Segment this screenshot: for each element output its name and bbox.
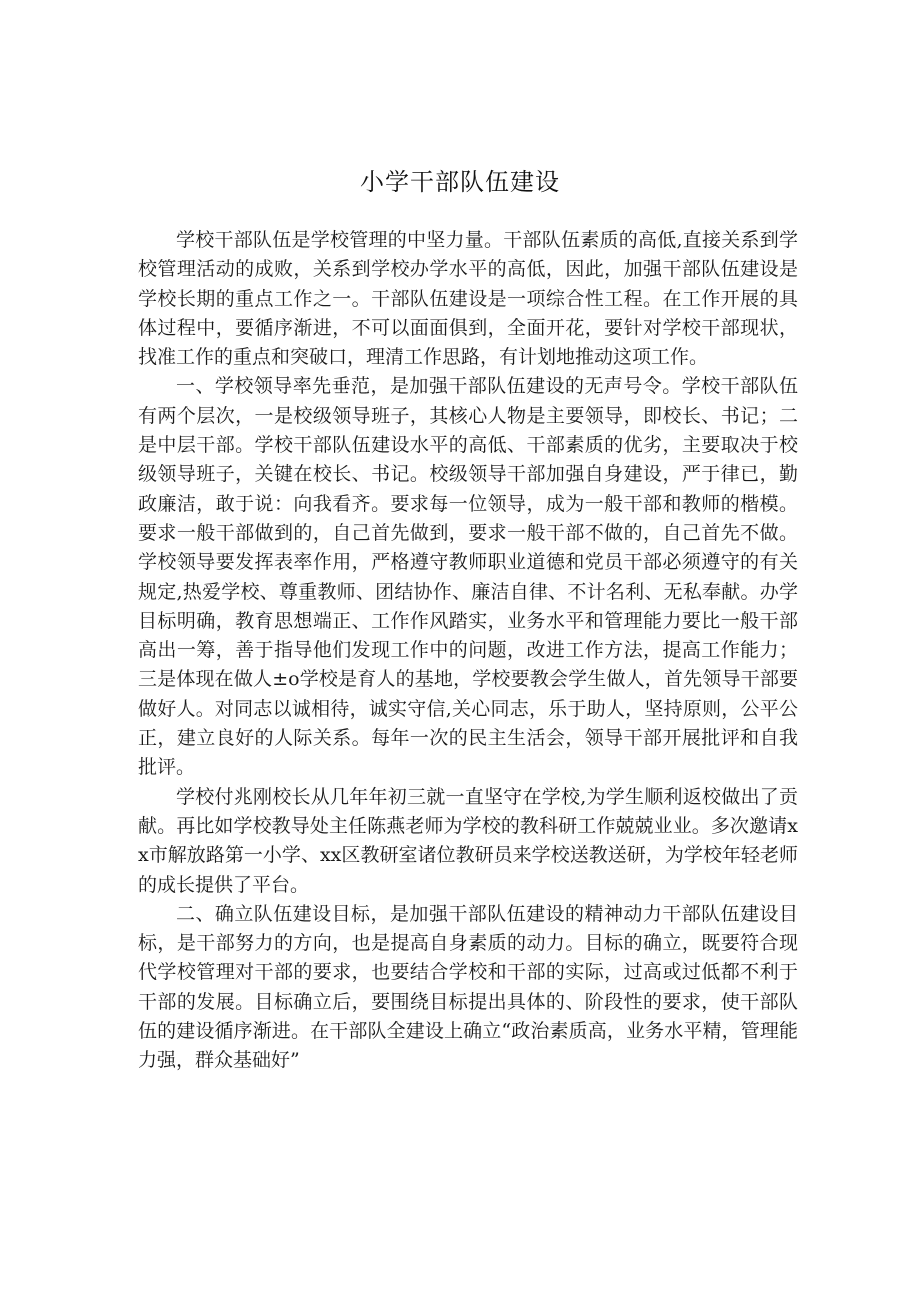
paragraph-section-one: 一、学校领导率先垂范，是加强干部队伍建设的无声号令。学校干部队伍有两个层次，一是校级领导班子，其核心人物是主要领导，即校长、书记；二是中层干部。学校干部队伍建设水平的高低、干部素质的优劣，主要取决于校级领导班子，关键在校长、书记。校级领导干部加强自身建设，严于律已，勤政廉洁，敢于说：向我看齐。要求每一位领导，成为一般干部和教师的楷模。要求一般干部做到的，自己首先做到，要求一般干部不做的，自己首先不做。学校领导要发挥表率作用，严格遵守教师职业道德和党员干部必须遵守的有关规定,热爱学校、尊重教师、团结协作、廉洁自律、不计名利、无私奉献。办学目标明确，教育思想端正、工作作风踏实，业务水平和管理能力要比一般干部高出一筹，善于指导他们发现工作中的问题，改进工作方法，提高工作能力；三是体现在做人±o学校是育人的基地，学校要教会学生做人，首先领导干部要做好人。对同志以诚相待，诚实守信,关心同志，乐于助人，坚持原则，公平公正，建立良好的人际关系。每年一次的民主生活会，领导干部开展批评和自我批评。 xyxy=(138,375,798,779)
document-title: 小学干部队伍建设 xyxy=(360,168,560,196)
document-body xyxy=(138,226,798,1076)
paragraph-section-two: 二、确立队伍建设目标，是加强干部队伍建设的精神动力干部队伍建设目标，是干部努力的方向，也是提高自身素质的动力。目标的确立，既要符合现代学校管理对干部的要求，也要结合学校和干部的实际，过高或过低都不利于干部的发展。目标确立后，要围绕目标提出具体的、阶段性的要求，使干部队伍的建设循序渐进。在干部队全建设上确立“政治素质高，业务水平精，管理能力强，群众基础好” xyxy=(138,902,798,1072)
paragraph-intro: 学校干部队伍是学校管理的中坚力量。干部队伍素质的高低,直接关系到学校管理活动的成败，关系到学校办学水平的高低，因此，加强干部队伍建设是学校长期的重点工作之一。干部队伍建设是一项综合性工程。在工作开展的具体过程中，要循序渐进，不可以面面俱到，全面开花，要针对学校干部现状，找准工作的重点和突破口，理清工作思路，有计划地推动这项工作。 xyxy=(138,229,798,369)
paragraph-example: 学校付兆刚校长从几年年初三就一直坚守在学校,为学生顺利返校做出了贡献。再比如学校教导处主任陈燕老师为学校的教科研工作兢兢业业。多次邀请xx市解放路第一小学、xx区教研室诸位教研员来学校送教送研，为学校年轻老师的成长提供了平台。 xyxy=(138,785,798,896)
